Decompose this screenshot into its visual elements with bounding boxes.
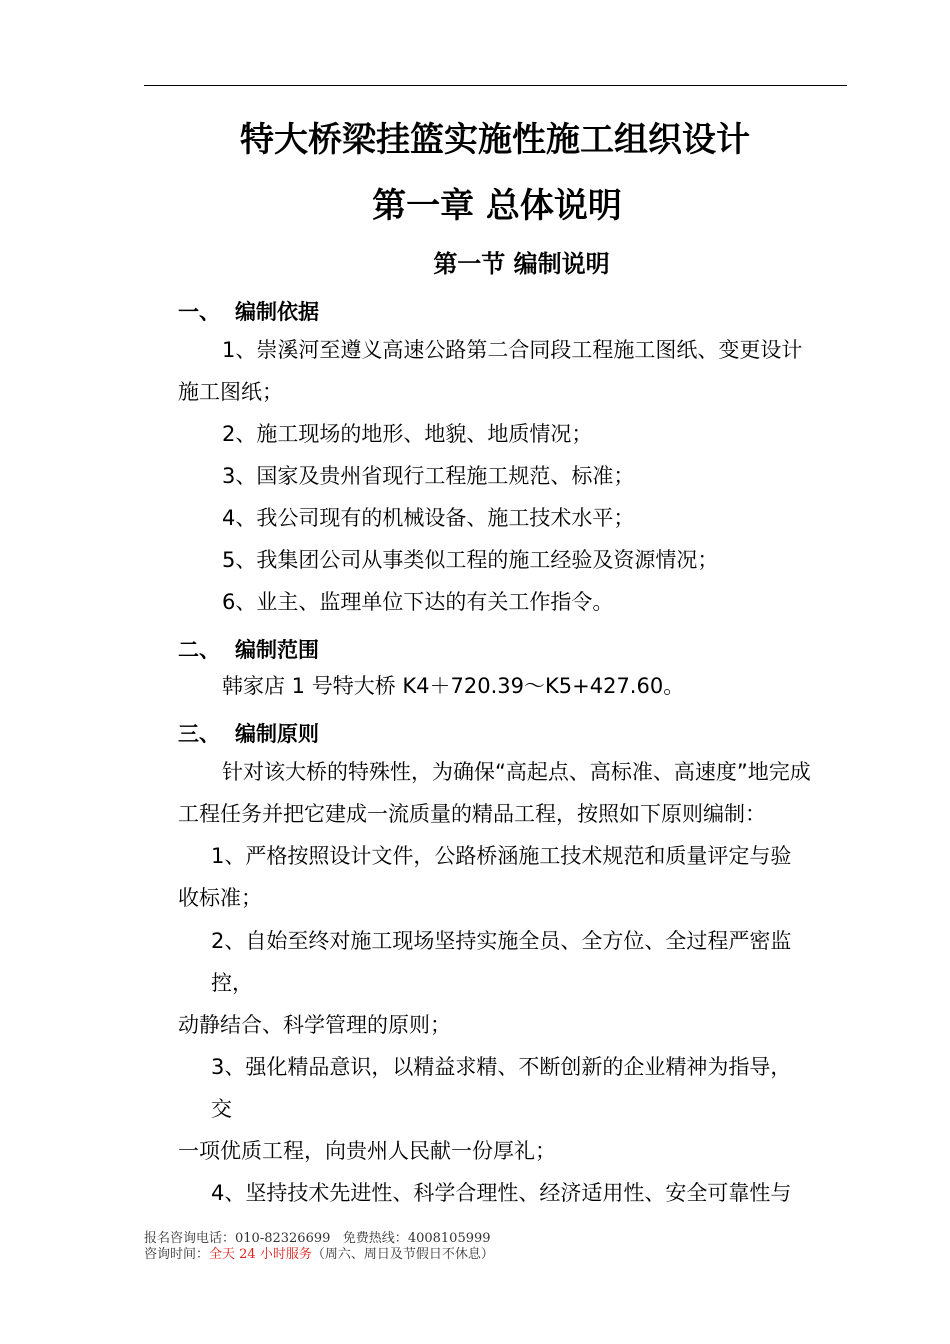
- heading-label: 编制范围: [235, 638, 319, 662]
- list-item: 4、我公司现有的机械设备、施工技术水平；: [222, 506, 635, 530]
- heading-label: 编制原则: [235, 722, 319, 746]
- hours-note: （周六、周日及节假日不休息）: [311, 1247, 494, 1262]
- footer-hours: [144, 1243, 494, 1262]
- heading-scope: [178, 634, 319, 664]
- paragraph-line: 一项优质工程，向贵州人民献一份厚礼；: [178, 1139, 556, 1163]
- paragraph-line: 交: [211, 1097, 232, 1121]
- paragraph-line: 针对该大桥的特殊性，为确保“高起点、高标准、高速度”地完成: [222, 760, 811, 784]
- paragraph-line: 控，: [211, 971, 253, 995]
- section-title: 第一节 编制说明: [433, 250, 610, 278]
- document-title: 特大桥梁挂篮实施性施工组织设计: [240, 120, 750, 160]
- heading-number: 一、: [178, 300, 220, 324]
- heading-basis: [178, 296, 319, 326]
- paragraph-line: 动静结合、科学管理的原则；: [178, 1013, 451, 1037]
- paragraph-line: 工程任务并把它建成一流质量的精品工程，按照如下原则编制：: [178, 802, 766, 826]
- list-item: 1、严格按照设计文件，公路桥涵施工技术规范和质量评定与验: [211, 844, 792, 868]
- hotline-label: 免费热线：: [342, 1231, 408, 1246]
- list-item: 5、我集团公司从事类似工程的施工经验及资源情况；: [222, 548, 719, 572]
- heading-label: 编制依据: [235, 300, 319, 324]
- header-rule: [144, 85, 847, 86]
- list-item: 6、业主、监理单位下达的有关工作指令。: [222, 590, 614, 614]
- hours-label: 咨询时间：: [144, 1247, 210, 1262]
- phone-number: 010-82326699: [235, 1231, 331, 1246]
- list-item: 1、崇溪河至遵义高速公路第二合同段工程施工图纸、变更设计: [222, 338, 803, 362]
- list-item: 2、施工现场的地形、地貌、地质情况；: [222, 422, 593, 446]
- list-item: 3、国家及贵州省现行工程施工规范、标准；: [222, 464, 635, 488]
- list-item: 3、强化精品意识，以精益求精、不断创新的企业精神为指导，: [211, 1055, 792, 1079]
- heading-number: 二、: [178, 638, 220, 662]
- list-item: 2、自始至终对施工现场坚持实施全员、全方位、全过程严密监: [211, 929, 792, 953]
- list-item: 施工图纸；: [178, 380, 283, 404]
- heading-principles: [178, 718, 319, 748]
- list-item: 4、坚持技术先进性、科学合理性、经济适用性、安全可靠性与: [211, 1181, 792, 1205]
- chapter-title: 第一章 总体说明: [372, 186, 622, 226]
- paragraph-line: 收标准；: [178, 886, 262, 910]
- hours-highlight: 全天 24 小时服务: [209, 1247, 312, 1262]
- scope-text: 韩家店 1 号特大桥 K4＋720.39～K5+427.60。: [222, 674, 685, 698]
- hotline-number: 4008105999: [407, 1231, 491, 1246]
- phone-label: 报名咨询电话：: [144, 1231, 236, 1246]
- heading-number: 三、: [178, 722, 220, 746]
